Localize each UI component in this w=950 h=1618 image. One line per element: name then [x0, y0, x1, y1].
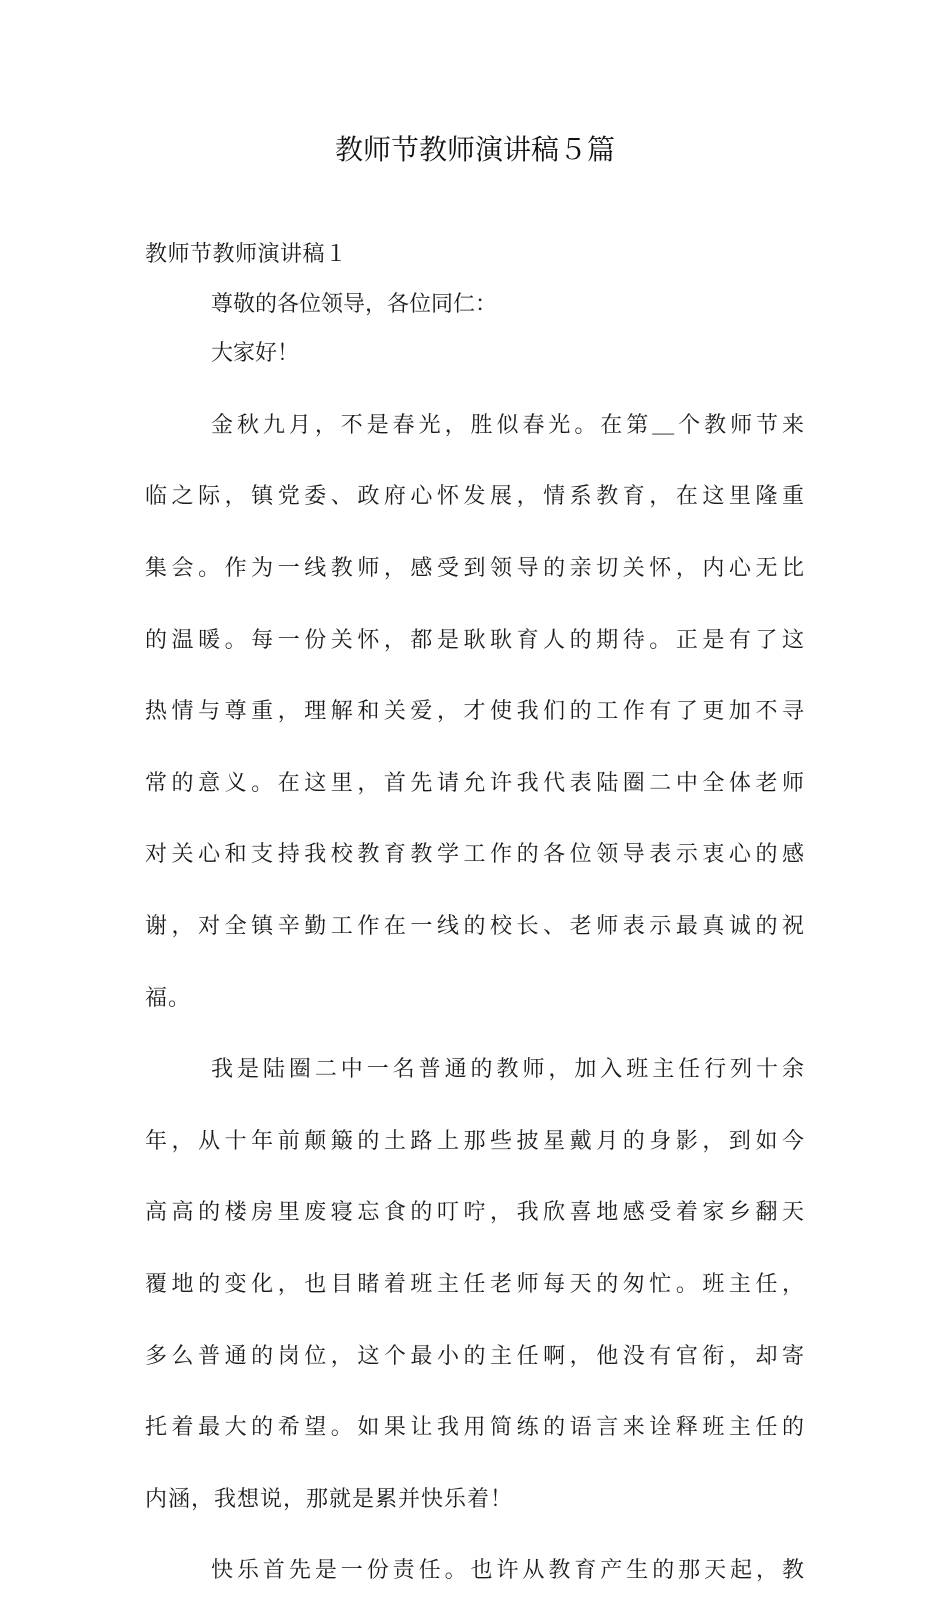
paragraph-line: 内涵，我想说，那就是累并快乐着！ [145, 1486, 514, 1512]
paragraph-line: 高高的楼房里废寝忘食的叮咛，我欣喜地感受着家乡翻天 [145, 1200, 805, 1226]
paragraph-line: 常的意义。在这里，首先请允许我代表陆圈二中全体老师 [145, 770, 805, 796]
salutation: 尊敬的各位领导，各位同仁： [211, 291, 498, 317]
paragraph-line: 对关心和支持我校教育教学工作的各位领导表示衷心的感 [145, 842, 805, 868]
paragraph-line: 福。 [145, 985, 192, 1011]
paragraph-line: 热情与尊重，理解和关爱，才使我们的工作有了更加不寻 [145, 699, 805, 725]
greeting: 大家好！ [211, 341, 300, 367]
paragraph-line: 的温暖。每一份关怀，都是耿耿育人的期待。正是有了这 [145, 627, 805, 653]
paragraph-3 [145, 1546, 805, 1596]
paragraph-line: 覆地的变化，也目睹着班主任老师每天的匆忙。班主任， [145, 1271, 805, 1297]
paragraph-line: 托着最大的希望。如果让我用简练的语言来诠释班主任的 [145, 1415, 805, 1441]
paragraph-line: 金秋九月，不是春光，胜似春光。在第＿个教师节来 [211, 412, 805, 438]
section-heading: 教师节教师演讲稿１ [145, 242, 348, 267]
paragraph-line: 谢，对全镇辛勤工作在一线的校长、老师表示最真诚的祝 [145, 913, 805, 939]
paragraph-line: 我是陆圈二中一名普通的教师，加入班主任行列十余 [211, 1057, 805, 1083]
paragraph-line: 多么普通的岗位，这个最小的主任啊，他没有官衔，却寄 [145, 1343, 805, 1369]
paragraph-2 [145, 1045, 805, 1524]
paragraph-line: 集会。作为一线教师，感受到领导的亲切关怀，内心无比 [145, 555, 805, 581]
paragraph-line: 临之际，镇党委、政府心怀发展，情系教育，在这里隆重 [145, 484, 805, 510]
paragraph-line: 快乐首先是一份责任。也许从教育产生的那天起，教 [211, 1558, 805, 1584]
paragraph-line: 年，从十年前颠簸的土路上那些披星戴月的身影，到如今 [145, 1128, 805, 1154]
document-body [145, 230, 805, 1618]
paragraph-1 [145, 401, 805, 1023]
document-title: 教师节教师演讲稿５篇 [334, 133, 615, 166]
